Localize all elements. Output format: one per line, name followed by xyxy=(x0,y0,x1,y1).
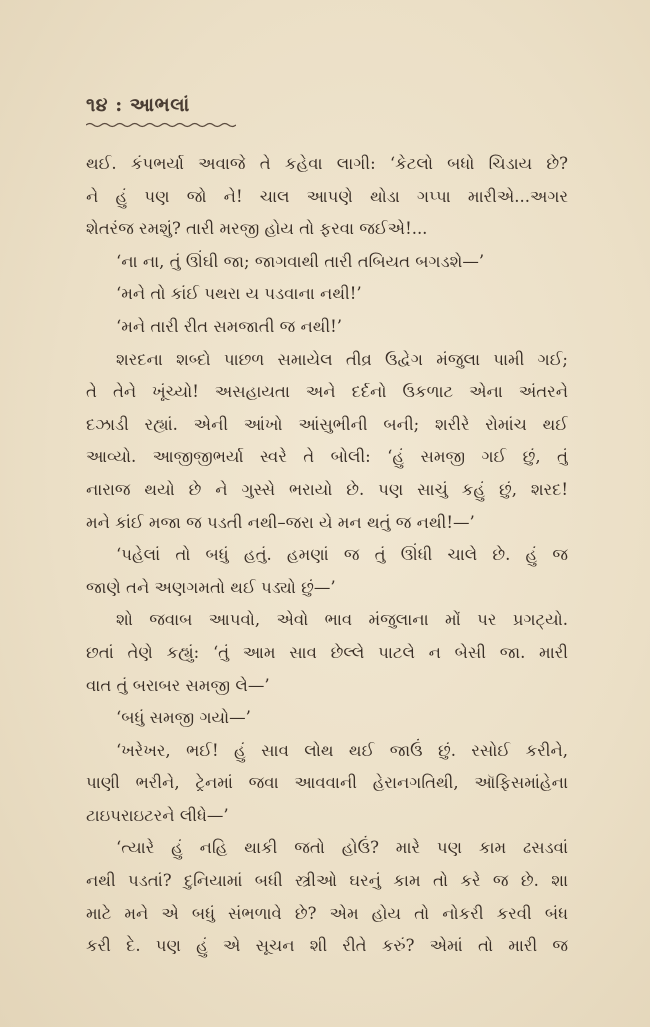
text-line: ને હું પણ જો ને! ચાલ આપણે થોડા ગપ્પા મારીએ...અગર xyxy=(86,186,568,206)
header-separator: : xyxy=(115,94,123,116)
text-line: શરદના શબ્દો પાછળ સમાયેલ તીવ્ર ઉદ્વેગ મંજુલા પામી ગઈ; xyxy=(116,349,568,369)
chapter-title: આભલાં xyxy=(129,94,190,116)
text-line: ‘ખરેખર, ભઈ! હું સાવ લોથ થઈ જાઉં છું. રસોઈ કરીને, xyxy=(116,740,568,760)
text-line: ‘ના ના, તું ઊંઘી જા; જાગવાથી તારી તબિયત બગડશે—’ xyxy=(116,251,485,271)
text-line: આવ્યો. આજીજીભર્યા સ્વરે તે બોલી: ‘હું સમજી ગઈ છું, તું xyxy=(86,447,568,467)
text-line: માટે મને એ બધું સંભળાવે છે? એમ હોય તો નોકરી કરવી બંધ xyxy=(86,903,568,923)
body-text xyxy=(86,148,568,963)
text-line: વાત તું બરાબર સમજી લે—’ xyxy=(86,675,270,695)
text-line: નથી પડતાં? દુનિયામાં બધી સ્ત્રીઓ ઘરનું કામ તો કરે જ છે. શા xyxy=(86,871,568,891)
text-line: ‘મને તો કાંઈ પથરા ય પડવાના નથી!’ xyxy=(116,284,362,304)
text-line: ‘બધું સમજી ગયો—’ xyxy=(116,708,251,728)
page-number: ૧૪ xyxy=(86,94,109,116)
text-line: શેતરંજ રમશું? તારી મરજી હોય તો ફરવા જઈએ!... xyxy=(86,219,428,239)
text-line: પાણી ભરીને, ટ્રેનમાં જવા આવવાની હેરાનગતિથી, ઑફિસમાંહેના xyxy=(86,773,568,793)
text-line: ટાઇપરાઇટરને લીધે—’ xyxy=(86,805,229,825)
text-line: કરી દે. પણ હું એ સૂચન શી રીતે કરું? એમાં તો મારી જ xyxy=(86,936,568,956)
header-wavy-rule xyxy=(86,122,236,128)
text-line: શો જવાબ આપવો, એવો ભાવ મંજુલાના મોં પર પ્રગટ્યો. xyxy=(116,610,568,630)
text-line: જાણે તને અણગમતો થઈ પડ્યો છું—’ xyxy=(86,577,336,597)
text-line: ‘મને તારી રીત સમજાતી જ નથી!’ xyxy=(116,316,343,336)
text-line: મને કાંઈ મજા જ પડતી નથી–જરા યે મન થતું જ નથી!—’ xyxy=(86,512,475,532)
running-header xyxy=(86,94,190,116)
text-line: છતાં તેણે કહ્યું: ‘તું આમ સાવ છેલ્લે પાટલે ન બેસી જા. મારી xyxy=(86,642,568,662)
text-line: નારાજ થયો છે ને ગુસ્સે ભરાયો છે. પણ સાચું કહું છું, શરદ! xyxy=(86,479,568,499)
text-line: દઝાડી રહ્યાં. એની આંખો આંસુભીની બની; શરીરે રોમાંચ થઈ xyxy=(86,414,568,434)
text-line: ‘પહેલાં તો બધું હતું. હમણાં જ તું ઊંધી ચાલે છે. હું જ xyxy=(116,545,568,565)
text-line: થઈ. કંપભર્યા અવાજે તે કહેવા લાગી: ‘કેટલો બધો ચિડાય છે? xyxy=(86,154,568,173)
text-line: ‘ત્યારે હું નહિ થાકી જતો હોઉં? મારે પણ કામ ઢસડવાં xyxy=(116,838,568,858)
text-line: તે તેને ખૂંચ્યો! અસહાયતા અને દર્દનો ઉકળાટ એના અંતરને xyxy=(86,382,568,402)
